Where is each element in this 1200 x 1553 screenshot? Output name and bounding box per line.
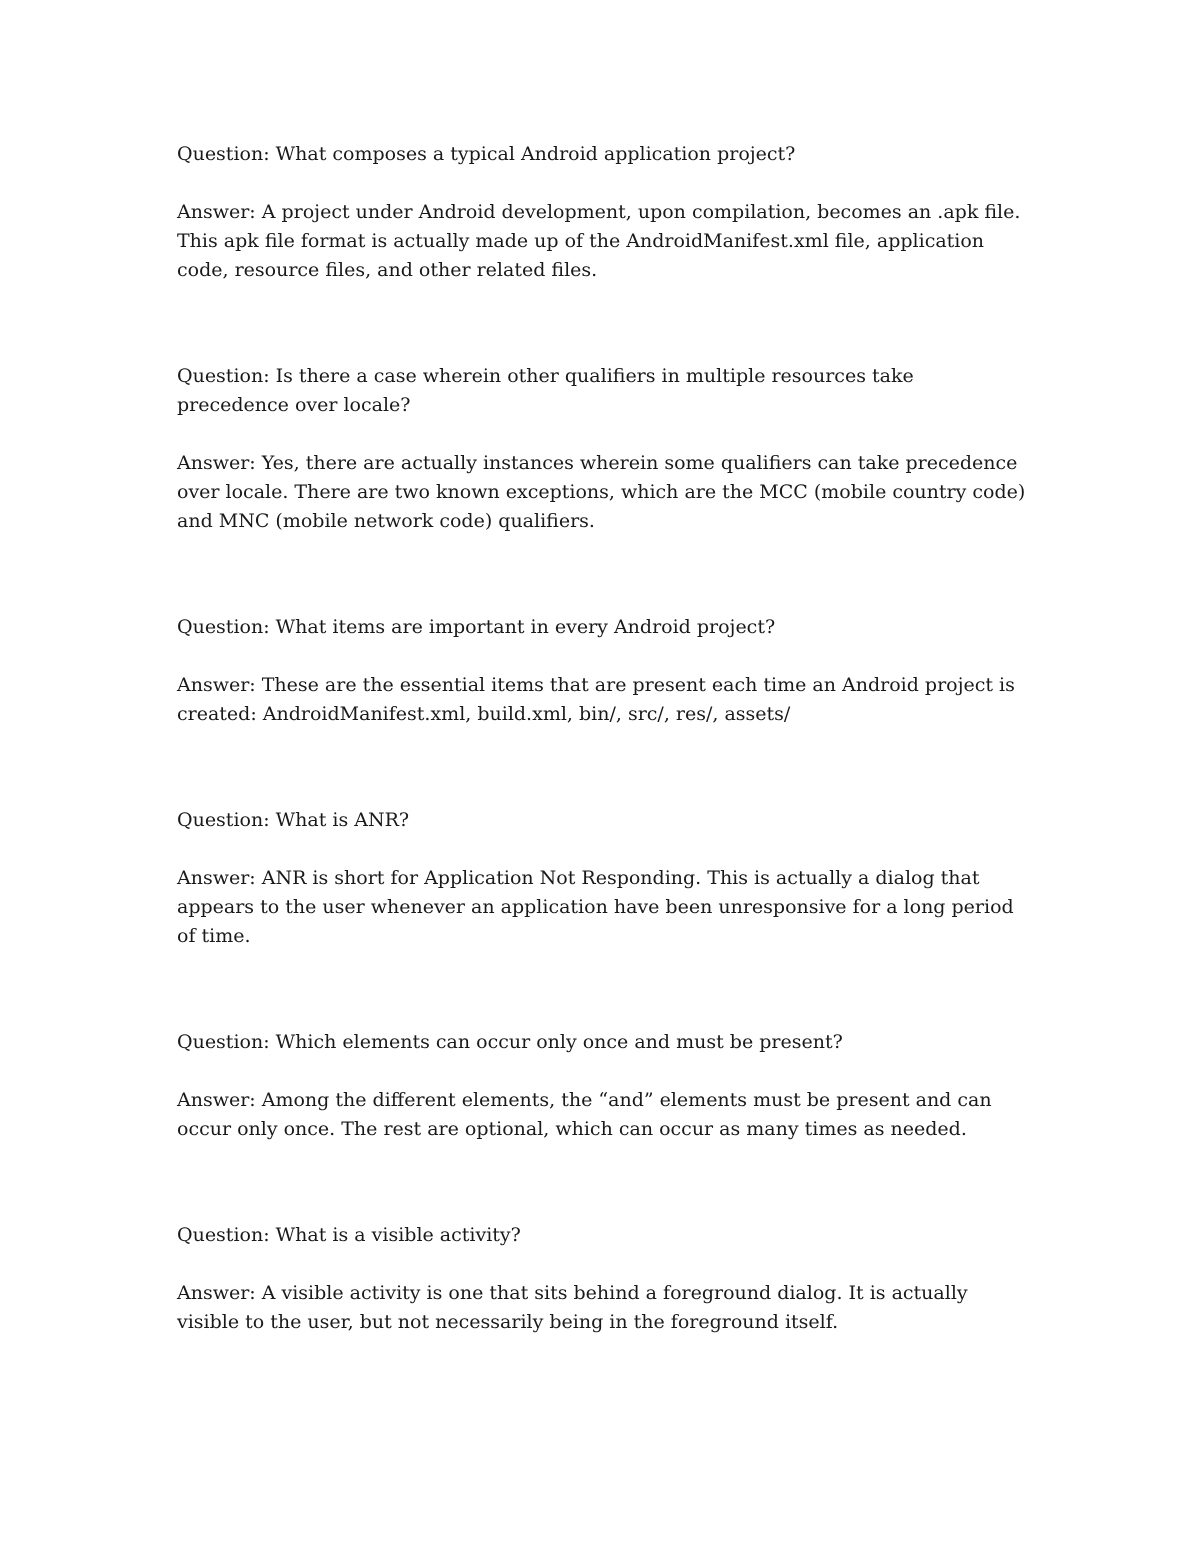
question-text: Question: What is ANR? xyxy=(177,809,410,831)
answer-text: Answer: A project under Android development, upon compilation, becomes an .apk file. This apk file format is actually made up of the AndroidManifest.xml file, application code, resource files, and other related files. xyxy=(177,201,1021,281)
answer-text: Answer: A visible activity is one that sits behind a foreground dialog. It is actually visible to the user, but not necessarily being in the foreground itself. xyxy=(177,1282,968,1333)
question-text: Question: What items are important in every Android project? xyxy=(177,616,776,638)
qa-block xyxy=(177,613,1027,729)
qa-block xyxy=(177,362,1027,536)
answer-text: Answer: These are the essential items that are present each time an Android project is created: AndroidManifest.xml, build.xml, bin/, src/, res/, assets/ xyxy=(177,674,1015,725)
question-text: Question: What is a visible activity? xyxy=(177,1224,521,1246)
document-body xyxy=(177,140,1027,1337)
qa-block xyxy=(177,1028,1027,1144)
question-text: Question: Is there a case wherein other qualifiers in multiple resources take precedence over locale? xyxy=(177,365,914,416)
question-text: Question: Which elements can occur only once and must be present? xyxy=(177,1031,843,1053)
question-text: Question: What composes a typical Android application project? xyxy=(177,143,796,165)
answer-text: Answer: Yes, there are actually instances wherein some qualifiers can take precedence over locale. There are two known exceptions, which are the MCC (mobile country code) and MNC (mobile network code) qualifiers. xyxy=(177,452,1026,532)
answer-text: Answer: ANR is short for Application Not Responding. This is actually a dialog that appears to the user whenever an application have been unresponsive for a long period of time. xyxy=(177,867,1014,947)
qa-block xyxy=(177,140,1027,285)
qa-block xyxy=(177,1221,1027,1337)
answer-text: Answer: Among the different elements, the “and” elements must be present and can occur only once. The rest are optional, which can occur as many times as needed. xyxy=(177,1089,992,1140)
qa-block xyxy=(177,806,1027,951)
